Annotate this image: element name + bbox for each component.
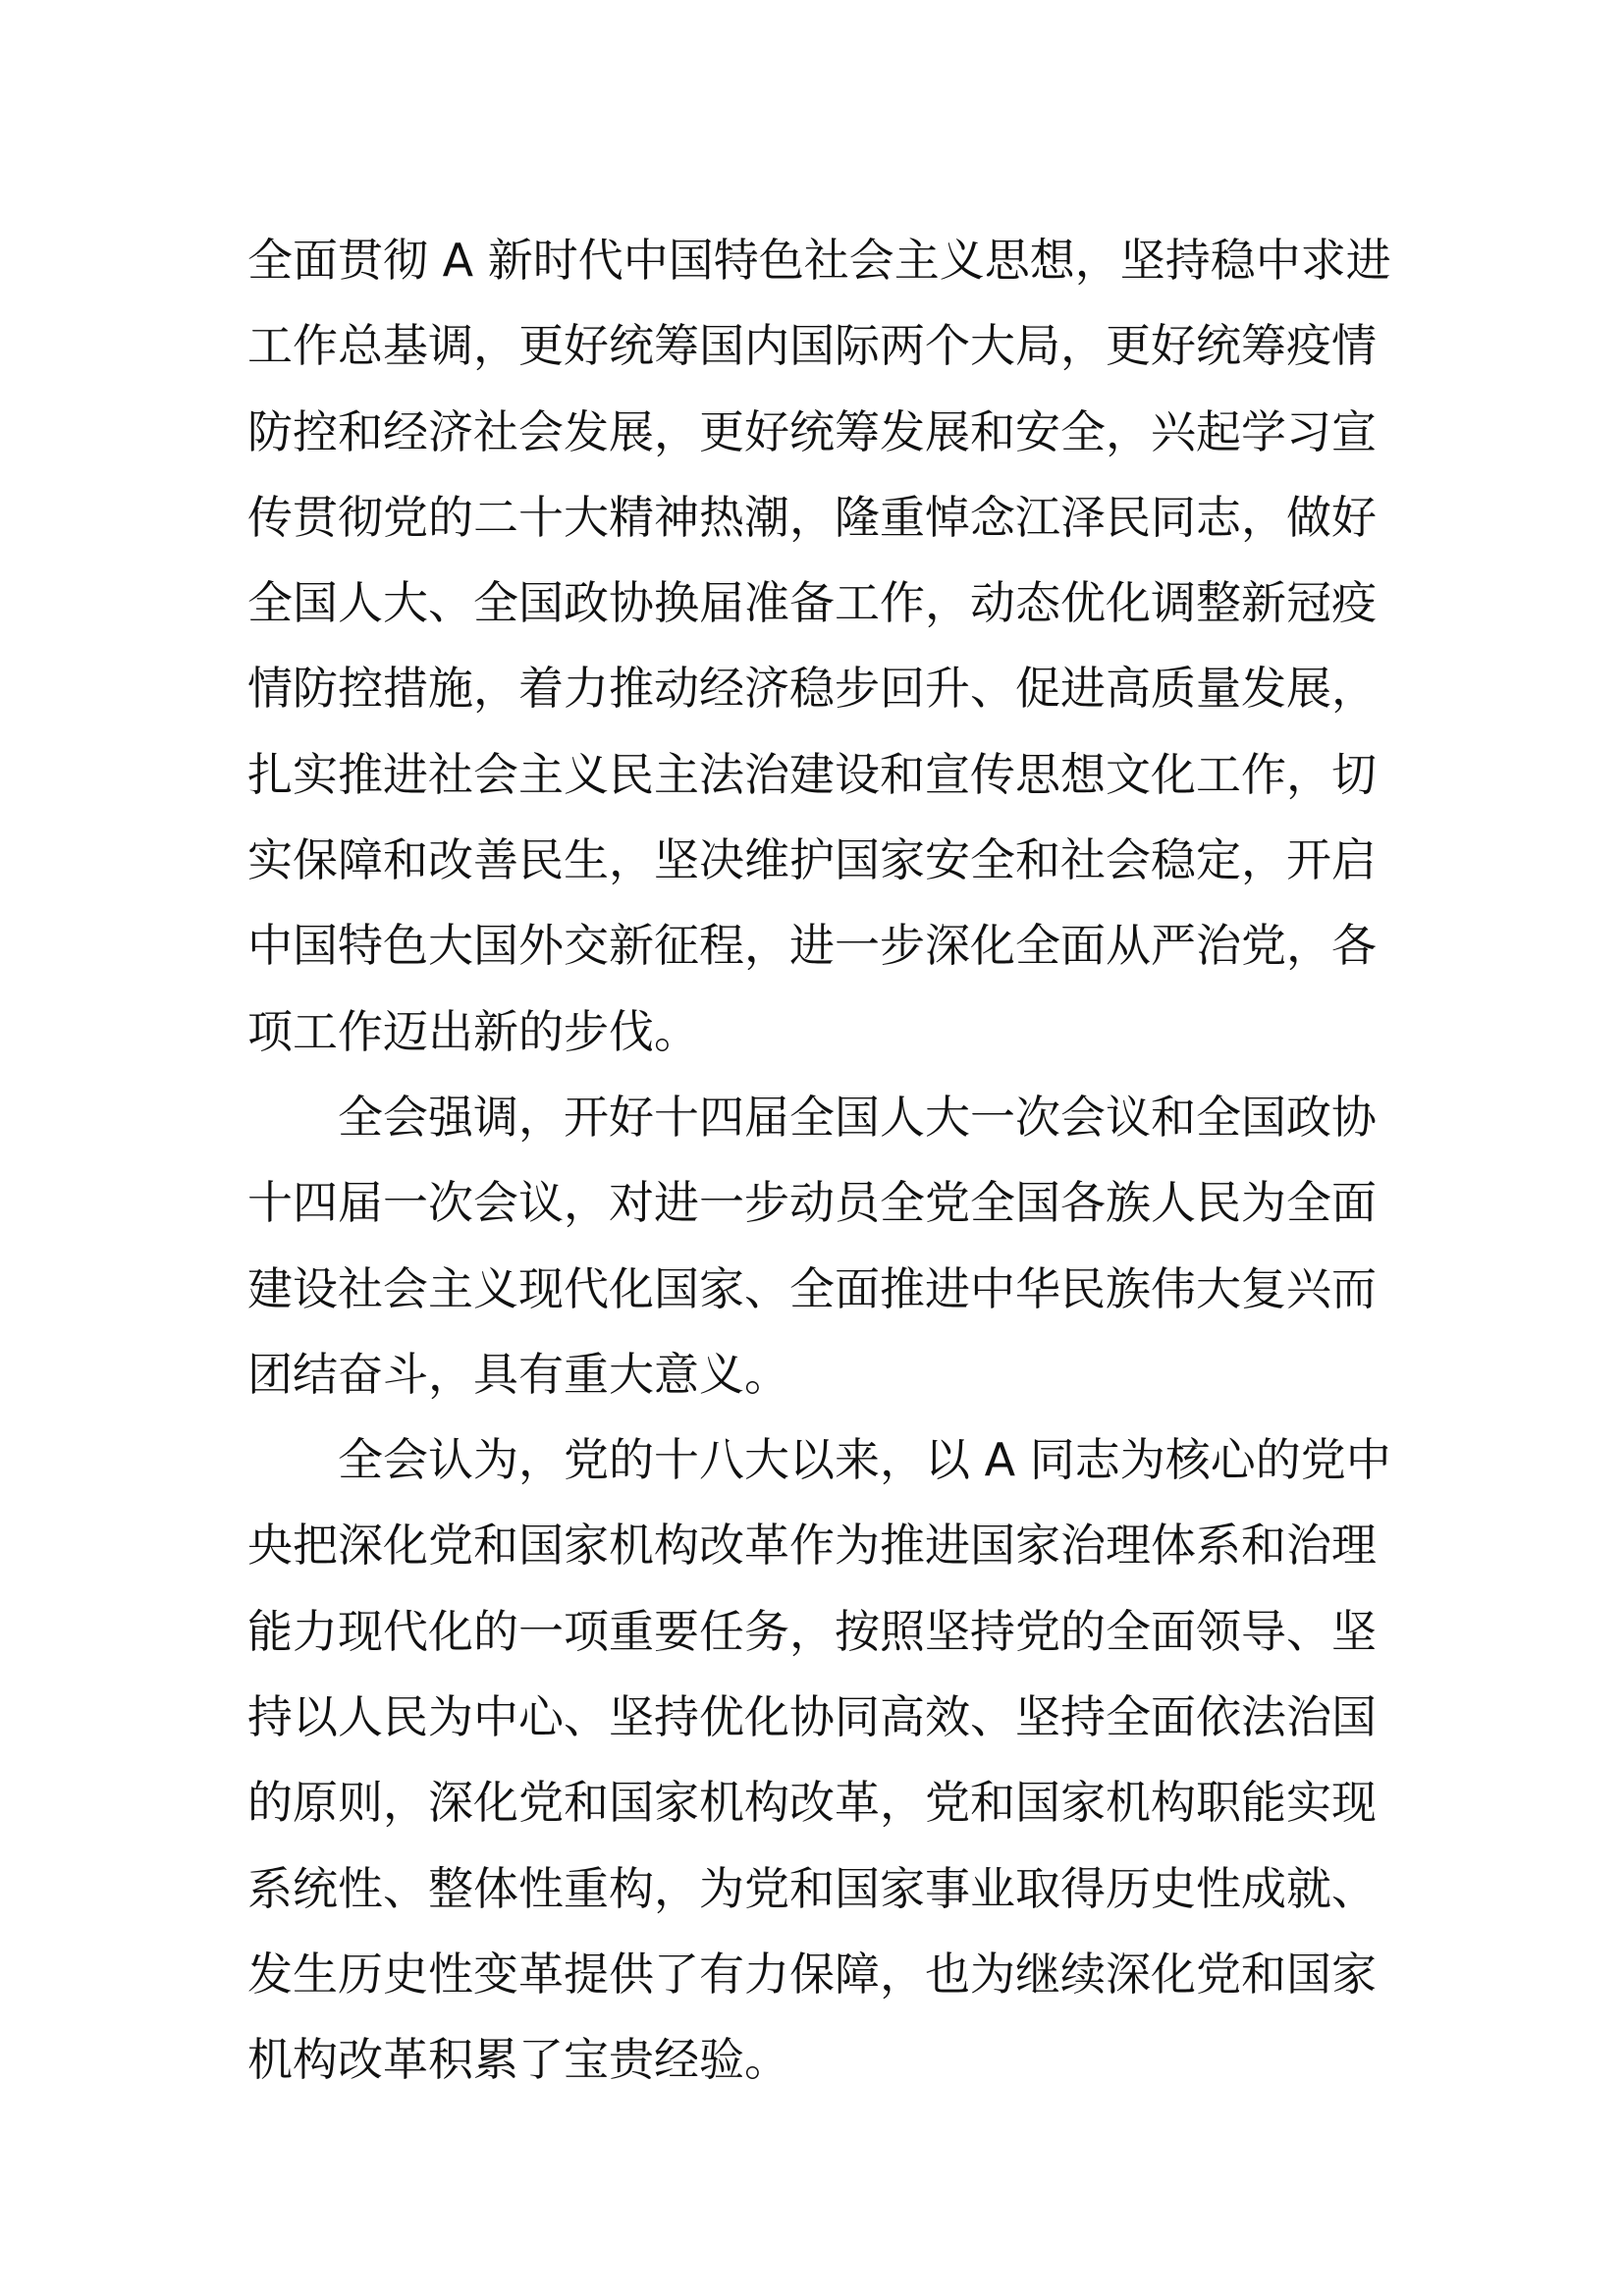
text-line: 机构改革积累了宝贵经验。 xyxy=(247,2033,789,2087)
text-line: 全会强调，开好十四届全国人大一次会议和全国政协 xyxy=(338,1090,1377,1144)
text-line: 建设社会主义现代化国家、全面推进中华民族伟大复兴而 xyxy=(247,1261,1377,1315)
text-line: 实保障和改善民生，坚决维护国家安全和社会稳定，开启 xyxy=(247,833,1377,887)
text-line: 能力现代化的一项重要任务，按照坚持党的全面领导、坚 xyxy=(247,1604,1377,1658)
text-line: 团结奋斗，具有重大意义。 xyxy=(247,1347,789,1401)
text-line: 全国人大、全国政协换届准备工作，动态优化调整新冠疫 xyxy=(247,576,1377,630)
body-text xyxy=(247,218,1391,2104)
text-line: 防控和经济社会发展，更好统筹发展和安全，兴起学习宣 xyxy=(247,404,1377,458)
text-line: 系统性、整体性重构，为党和国家事业取得历史性成就、 xyxy=(247,1861,1377,1915)
text-line: 全会认为，党的十八大以来，以 A 同志为核心的党中 xyxy=(338,1433,1391,1487)
text-line: 发生历史性变革提供了有力保障，也为继续深化党和国家 xyxy=(247,1947,1377,2001)
text-line: 持以人民为中心、坚持优化协同高效、坚持全面依法治国 xyxy=(247,1690,1377,1744)
text-line: 传贯彻党的二十大精神热潮，隆重悼念江泽民同志，做好 xyxy=(247,490,1377,544)
text-line: 工作总基调，更好统筹国内国际两个大局，更好统筹疫情 xyxy=(247,319,1377,373)
text-line: 项工作迈出新的步伐。 xyxy=(247,1004,699,1058)
text-line: 央把深化党和国家机构改革作为推进国家治理体系和治理 xyxy=(247,1519,1377,1573)
text-line: 扎实推进社会主义民主法治建设和宣传思想文化工作，切 xyxy=(247,747,1377,801)
text-line: 情防控措施，着力推动经济稳步回升、促进高质量发展， xyxy=(247,662,1377,716)
text-line: 的原则，深化党和国家机构改革，党和国家机构职能实现 xyxy=(247,1776,1377,1830)
paragraph-3 xyxy=(247,1417,1391,2103)
paragraph-1 xyxy=(247,218,1391,1075)
text-line: 中国特色大国外交新征程，进一步深化全面从严治党，各 xyxy=(247,919,1377,973)
text-line: 十四届一次会议，对进一步动员全党全国各族人民为全面 xyxy=(247,1176,1377,1230)
text-line: 全面贯彻 A 新时代中国特色社会主义思想，坚持稳中求进 xyxy=(247,234,1391,287)
paragraph-2 xyxy=(247,1075,1386,1417)
